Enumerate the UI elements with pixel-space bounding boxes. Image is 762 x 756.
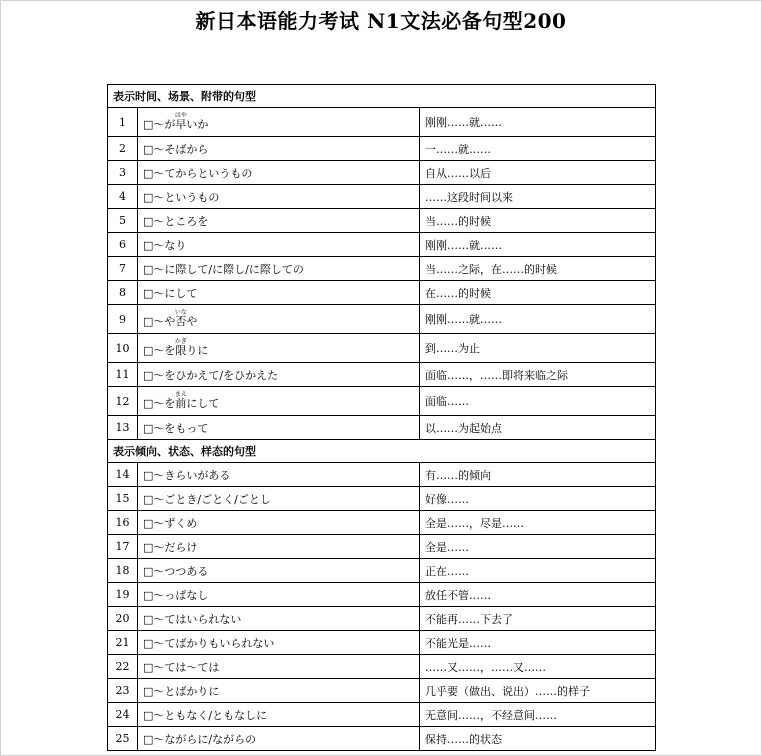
pattern-text: ～てはいられない <box>153 612 242 626</box>
grammar-row <box>108 535 656 559</box>
pattern-meaning: 保持……的状态 <box>420 727 656 751</box>
pattern-text: ～をもって <box>153 421 209 435</box>
grammar-pattern <box>138 679 420 703</box>
pattern-text: ～てばかりもいられない <box>153 636 275 650</box>
furigana: かぎ <box>174 338 187 345</box>
checkbox-icon: □ <box>143 732 154 746</box>
grammar-pattern <box>138 185 420 209</box>
pattern-text: ～に際して/に際し/に際しての <box>153 262 304 276</box>
pattern-text: ～ては～ては <box>153 660 220 674</box>
grammar-pattern <box>138 655 420 679</box>
grammar-table <box>107 84 656 751</box>
grammar-pattern <box>138 305 420 334</box>
pattern-prefix: ～を <box>153 344 176 357</box>
grammar-pattern <box>138 463 420 487</box>
row-number: 14 <box>108 463 138 487</box>
pattern-prefix: ～を <box>153 397 176 410</box>
checkbox-icon: □ <box>143 142 154 156</box>
checkbox-icon: □ <box>143 397 154 410</box>
section-header: 表示时间、场景、附带的句型 <box>108 85 656 108</box>
grammar-row <box>108 137 656 161</box>
grammar-pattern <box>138 583 420 607</box>
pattern-meaning: 面临……，……即将来临之际 <box>420 363 656 387</box>
row-number: 9 <box>108 305 138 334</box>
pattern-meaning: 全是……，尽是…… <box>420 511 656 535</box>
pattern-text: ～なり <box>153 238 187 252</box>
grammar-row <box>108 463 656 487</box>
checkbox-icon: □ <box>143 516 154 530</box>
grammar-row <box>108 487 656 511</box>
pattern-text: ～てからというもの <box>153 166 253 180</box>
pattern-meaning: 无意间……，不经意间…… <box>420 703 656 727</box>
grammar-row <box>108 679 656 703</box>
grammar-row <box>108 161 656 185</box>
pattern-text: ～とばかりに <box>153 684 220 698</box>
row-number: 4 <box>108 185 138 209</box>
checkbox-icon: □ <box>143 262 154 276</box>
grammar-row <box>108 363 656 387</box>
grammar-pattern <box>138 108 420 137</box>
grammar-row <box>108 233 656 257</box>
checkbox-icon: □ <box>143 708 154 722</box>
row-number: 12 <box>108 387 138 416</box>
pattern-text: ～ずくめ <box>153 516 198 530</box>
grammar-pattern <box>138 631 420 655</box>
pattern-meaning: 以……为起始点 <box>420 416 656 440</box>
section-header: 表示倾向、状态、样态的句型 <box>108 440 656 463</box>
row-number: 22 <box>108 655 138 679</box>
checkbox-icon: □ <box>143 214 154 228</box>
pattern-text: ～そばから <box>153 142 209 156</box>
page-title: 新日本语能力考试 N1文法必备句型200 <box>195 9 567 33</box>
pattern-meaning: 在……的时候 <box>420 281 656 305</box>
grammar-pattern <box>138 257 420 281</box>
grammar-pattern <box>138 703 420 727</box>
row-number: 19 <box>108 583 138 607</box>
grammar-row <box>108 387 656 416</box>
grammar-pattern <box>138 334 420 363</box>
grammar-pattern <box>138 281 420 305</box>
row-number: 6 <box>108 233 138 257</box>
grammar-pattern <box>138 416 420 440</box>
row-number: 8 <box>108 281 138 305</box>
row-number: 10 <box>108 334 138 363</box>
checkbox-icon: □ <box>143 636 154 650</box>
row-number: 1 <box>108 108 138 137</box>
row-number: 11 <box>108 363 138 387</box>
checkbox-icon: □ <box>143 344 154 357</box>
row-number: 23 <box>108 679 138 703</box>
checkbox-icon: □ <box>143 190 154 204</box>
checkbox-icon: □ <box>143 588 154 602</box>
row-number: 3 <box>108 161 138 185</box>
pattern-text: ～ながらに/ながらの <box>153 732 257 746</box>
checkbox-icon: □ <box>143 612 154 626</box>
grammar-row <box>108 108 656 137</box>
row-number: 24 <box>108 703 138 727</box>
row-number: 16 <box>108 511 138 535</box>
grammar-pattern <box>138 209 420 233</box>
pattern-meaning: 面临…… <box>420 387 656 416</box>
grammar-pattern <box>138 487 420 511</box>
pattern-suffix: にして <box>186 397 220 410</box>
pattern-meaning: 刚刚……就…… <box>420 108 656 137</box>
pattern-meaning: 不能光是…… <box>420 631 656 655</box>
furigana: まえ <box>174 391 187 398</box>
grammar-pattern <box>138 137 420 161</box>
pattern-meaning: 有……的倾向 <box>420 463 656 487</box>
row-number: 17 <box>108 535 138 559</box>
row-number: 20 <box>108 607 138 631</box>
pattern-meaning: 到……为止 <box>420 334 656 363</box>
pattern-meaning: 一……就…… <box>420 137 656 161</box>
furigana: はや <box>174 112 187 119</box>
grammar-row <box>108 583 656 607</box>
grammar-row <box>108 631 656 655</box>
pattern-prefix: ～や <box>153 315 176 328</box>
checkbox-icon: □ <box>143 166 154 180</box>
grammar-pattern <box>138 387 420 416</box>
pattern-text: ～きらいがある <box>153 468 231 482</box>
row-number: 2 <box>108 137 138 161</box>
row-number: 13 <box>108 416 138 440</box>
grammar-table-body <box>108 85 656 751</box>
row-number: 15 <box>108 487 138 511</box>
grammar-row <box>108 727 656 751</box>
checkbox-icon: □ <box>143 286 154 300</box>
pattern-text: ～ともなく/ともなしに <box>153 708 268 722</box>
pattern-meaning: 好像…… <box>420 487 656 511</box>
checkbox-icon: □ <box>143 684 154 698</box>
grammar-row <box>108 209 656 233</box>
row-number: 7 <box>108 257 138 281</box>
section-header-row <box>108 85 656 108</box>
checkbox-icon: □ <box>143 468 154 482</box>
checkbox-icon: □ <box>143 315 154 328</box>
pattern-prefix: ～が <box>153 118 176 131</box>
grammar-row <box>108 185 656 209</box>
checkbox-icon: □ <box>143 368 154 382</box>
row-number: 18 <box>108 559 138 583</box>
pattern-meaning: 刚刚……就…… <box>420 305 656 334</box>
pattern-meaning: 几乎要（做出、说出）……的样子 <box>420 679 656 703</box>
grammar-row <box>108 559 656 583</box>
grammar-row <box>108 511 656 535</box>
row-number: 21 <box>108 631 138 655</box>
checkbox-icon: □ <box>143 564 154 578</box>
grammar-row <box>108 305 656 334</box>
checkbox-icon: □ <box>143 660 154 674</box>
grammar-pattern <box>138 607 420 631</box>
pattern-text: ～にして <box>153 286 198 300</box>
pattern-text: ～ごとき/ごとく/ごとし <box>153 492 271 506</box>
grammar-row <box>108 281 656 305</box>
furigana: いな <box>174 309 187 316</box>
checkbox-icon: □ <box>143 492 154 506</box>
pattern-text: ～ところを <box>153 214 209 228</box>
pattern-meaning: ……又……，……又…… <box>420 655 656 679</box>
section-header-row <box>108 440 656 463</box>
grammar-row <box>108 416 656 440</box>
pattern-text: ～っぱなし <box>153 588 209 602</box>
pattern-meaning: 全是…… <box>420 535 656 559</box>
grammar-row <box>108 257 656 281</box>
grammar-pattern <box>138 559 420 583</box>
pattern-text: ～つつある <box>153 564 209 578</box>
row-number: 5 <box>108 209 138 233</box>
grammar-row <box>108 703 656 727</box>
checkbox-icon: □ <box>143 421 154 435</box>
checkbox-icon: □ <box>143 540 154 554</box>
grammar-pattern <box>138 511 420 535</box>
pattern-kanji: 限かぎ <box>174 338 187 357</box>
pattern-suffix: いか <box>186 118 209 131</box>
pattern-meaning: 当……的时候 <box>420 209 656 233</box>
pattern-text: ～というもの <box>153 190 220 204</box>
pattern-meaning: 放任不管…… <box>420 583 656 607</box>
pattern-kanji: 早はや <box>174 112 187 131</box>
pattern-meaning: 正在…… <box>420 559 656 583</box>
grammar-pattern <box>138 233 420 257</box>
pattern-suffix: や <box>186 315 198 328</box>
pattern-meaning: 刚刚……就…… <box>420 233 656 257</box>
checkbox-icon: □ <box>143 238 154 252</box>
grammar-row <box>108 607 656 631</box>
pattern-kanji: 否いな <box>174 309 187 328</box>
grammar-row <box>108 334 656 363</box>
pattern-text: ～をひかえて/をひかえた <box>153 368 279 382</box>
grammar-row <box>108 655 656 679</box>
pattern-meaning: 当……之际，在……的时候 <box>420 257 656 281</box>
grammar-pattern <box>138 363 420 387</box>
pattern-meaning: ……这段时间以来 <box>420 185 656 209</box>
checkbox-icon: □ <box>143 118 154 131</box>
pattern-meaning: 不能再……下去了 <box>420 607 656 631</box>
grammar-pattern <box>138 161 420 185</box>
grammar-pattern <box>138 535 420 559</box>
pattern-text: ～だらけ <box>153 540 198 554</box>
pattern-meaning: 自从……以后 <box>420 161 656 185</box>
row-number: 25 <box>108 727 138 751</box>
pattern-kanji: 前まえ <box>174 391 187 410</box>
grammar-pattern <box>138 727 420 751</box>
pattern-suffix: りに <box>186 344 209 357</box>
